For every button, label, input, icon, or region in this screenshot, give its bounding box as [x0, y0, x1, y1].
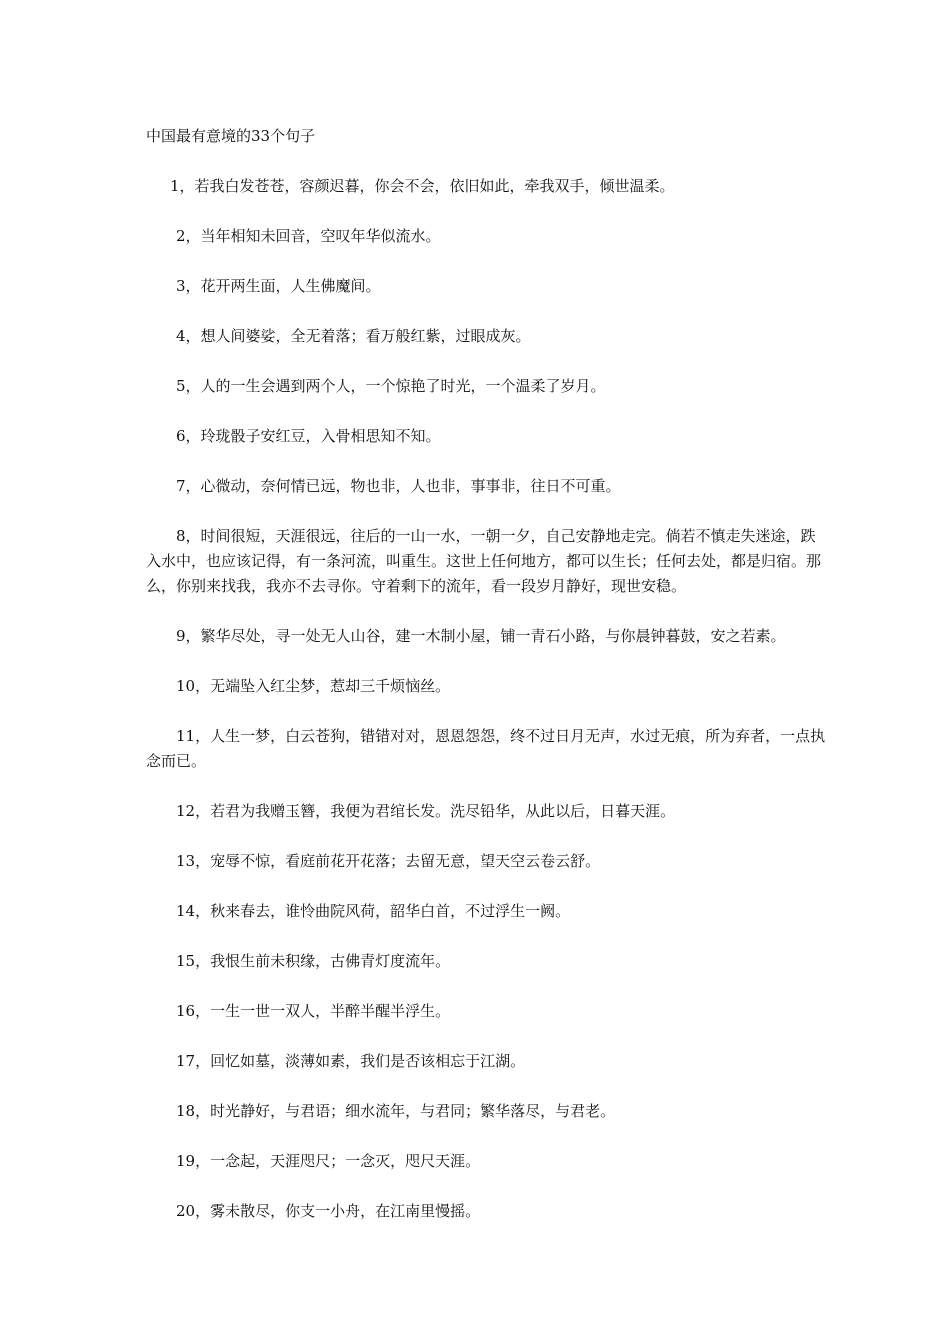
sentence-item: 1，若我白发苍苍，容颜迟暮，你会不会，依旧如此，牵我双手，倾世温柔。 [170, 177, 675, 195]
sentence-item: 16，一生一世一双人，半醉半醒半浮生。 [176, 1002, 451, 1020]
sentence-item: 3，花开两生面，人生佛魔间。 [176, 277, 381, 295]
sentence-item: 4，想人间婆娑，全无着落；看万般红紫，过眼成灰。 [176, 327, 531, 345]
sentence-item: 5，人的一生会遇到两个人，一个惊艳了时光，一个温柔了岁月。 [176, 377, 606, 395]
sentence-item: 13，宠辱不惊，看庭前花开花落；去留无意，望天空云卷云舒。 [176, 852, 601, 870]
sentence-item: 11，人生一梦，白云苍狗，错错对对，恩恩怨怨，终不过日月无声，水过无痕，所为弃者，一点执念而已。 [146, 727, 826, 770]
sentence-item: 8，时间很短，天涯很远，往后的一山一水，一朝一夕，自己安静地走完。倘若不慎走失迷途，跌入水中，也应该记得，有一条河流，叫重生。这世上任何地方，都可以生长；任何去处，都是归宿。那么，你别来找我，我亦不去寻你。守着剩下的流年，看一段岁月静好，现世安稳。 [146, 527, 822, 595]
sentence-item: 9，繁华尽处，寻一处无人山谷，建一木制小屋，铺一青石小路，与你晨钟暮鼓，安之若素。 [176, 627, 786, 645]
sentence-item: 14，秋来春去，谁怜曲院风荷，韶华白首，不过浮生一阙。 [176, 902, 571, 920]
sentence-item: 17，回忆如墓，淡薄如素，我们是否该相忘于江湖。 [176, 1052, 526, 1070]
document-page [146, 124, 826, 1249]
document-title: 中国最有意境的33个句子 [146, 127, 316, 145]
sentence-item: 7，心微动，奈何情已远，物也非，人也非，事事非，往日不可重。 [176, 477, 621, 495]
sentence-item: 18，时光静好，与君语；细水流年，与君同；繁华落尽，与君老。 [176, 1102, 616, 1120]
sentence-list [146, 174, 826, 1224]
sentence-item: 10，无端坠入红尘梦，惹却三千烦恼丝。 [176, 677, 451, 695]
sentence-item: 12，若君为我赠玉簪，我便为君绾长发。洗尽铅华，从此以后，日暮天涯。 [176, 802, 676, 820]
sentence-item: 15，我恨生前未积缘，古佛青灯度流年。 [176, 952, 451, 970]
sentence-item: 6，玲珑骰子安红豆，入骨相思知不知。 [176, 427, 441, 445]
sentence-item: 20，雾未散尽，你支一小舟，在江南里慢摇。 [176, 1202, 481, 1220]
sentence-item: 2，当年相知未回音，空叹年华似流水。 [176, 227, 441, 245]
sentence-item: 19，一念起，天涯咫尺；一念灭，咫尺天涯。 [176, 1152, 481, 1170]
